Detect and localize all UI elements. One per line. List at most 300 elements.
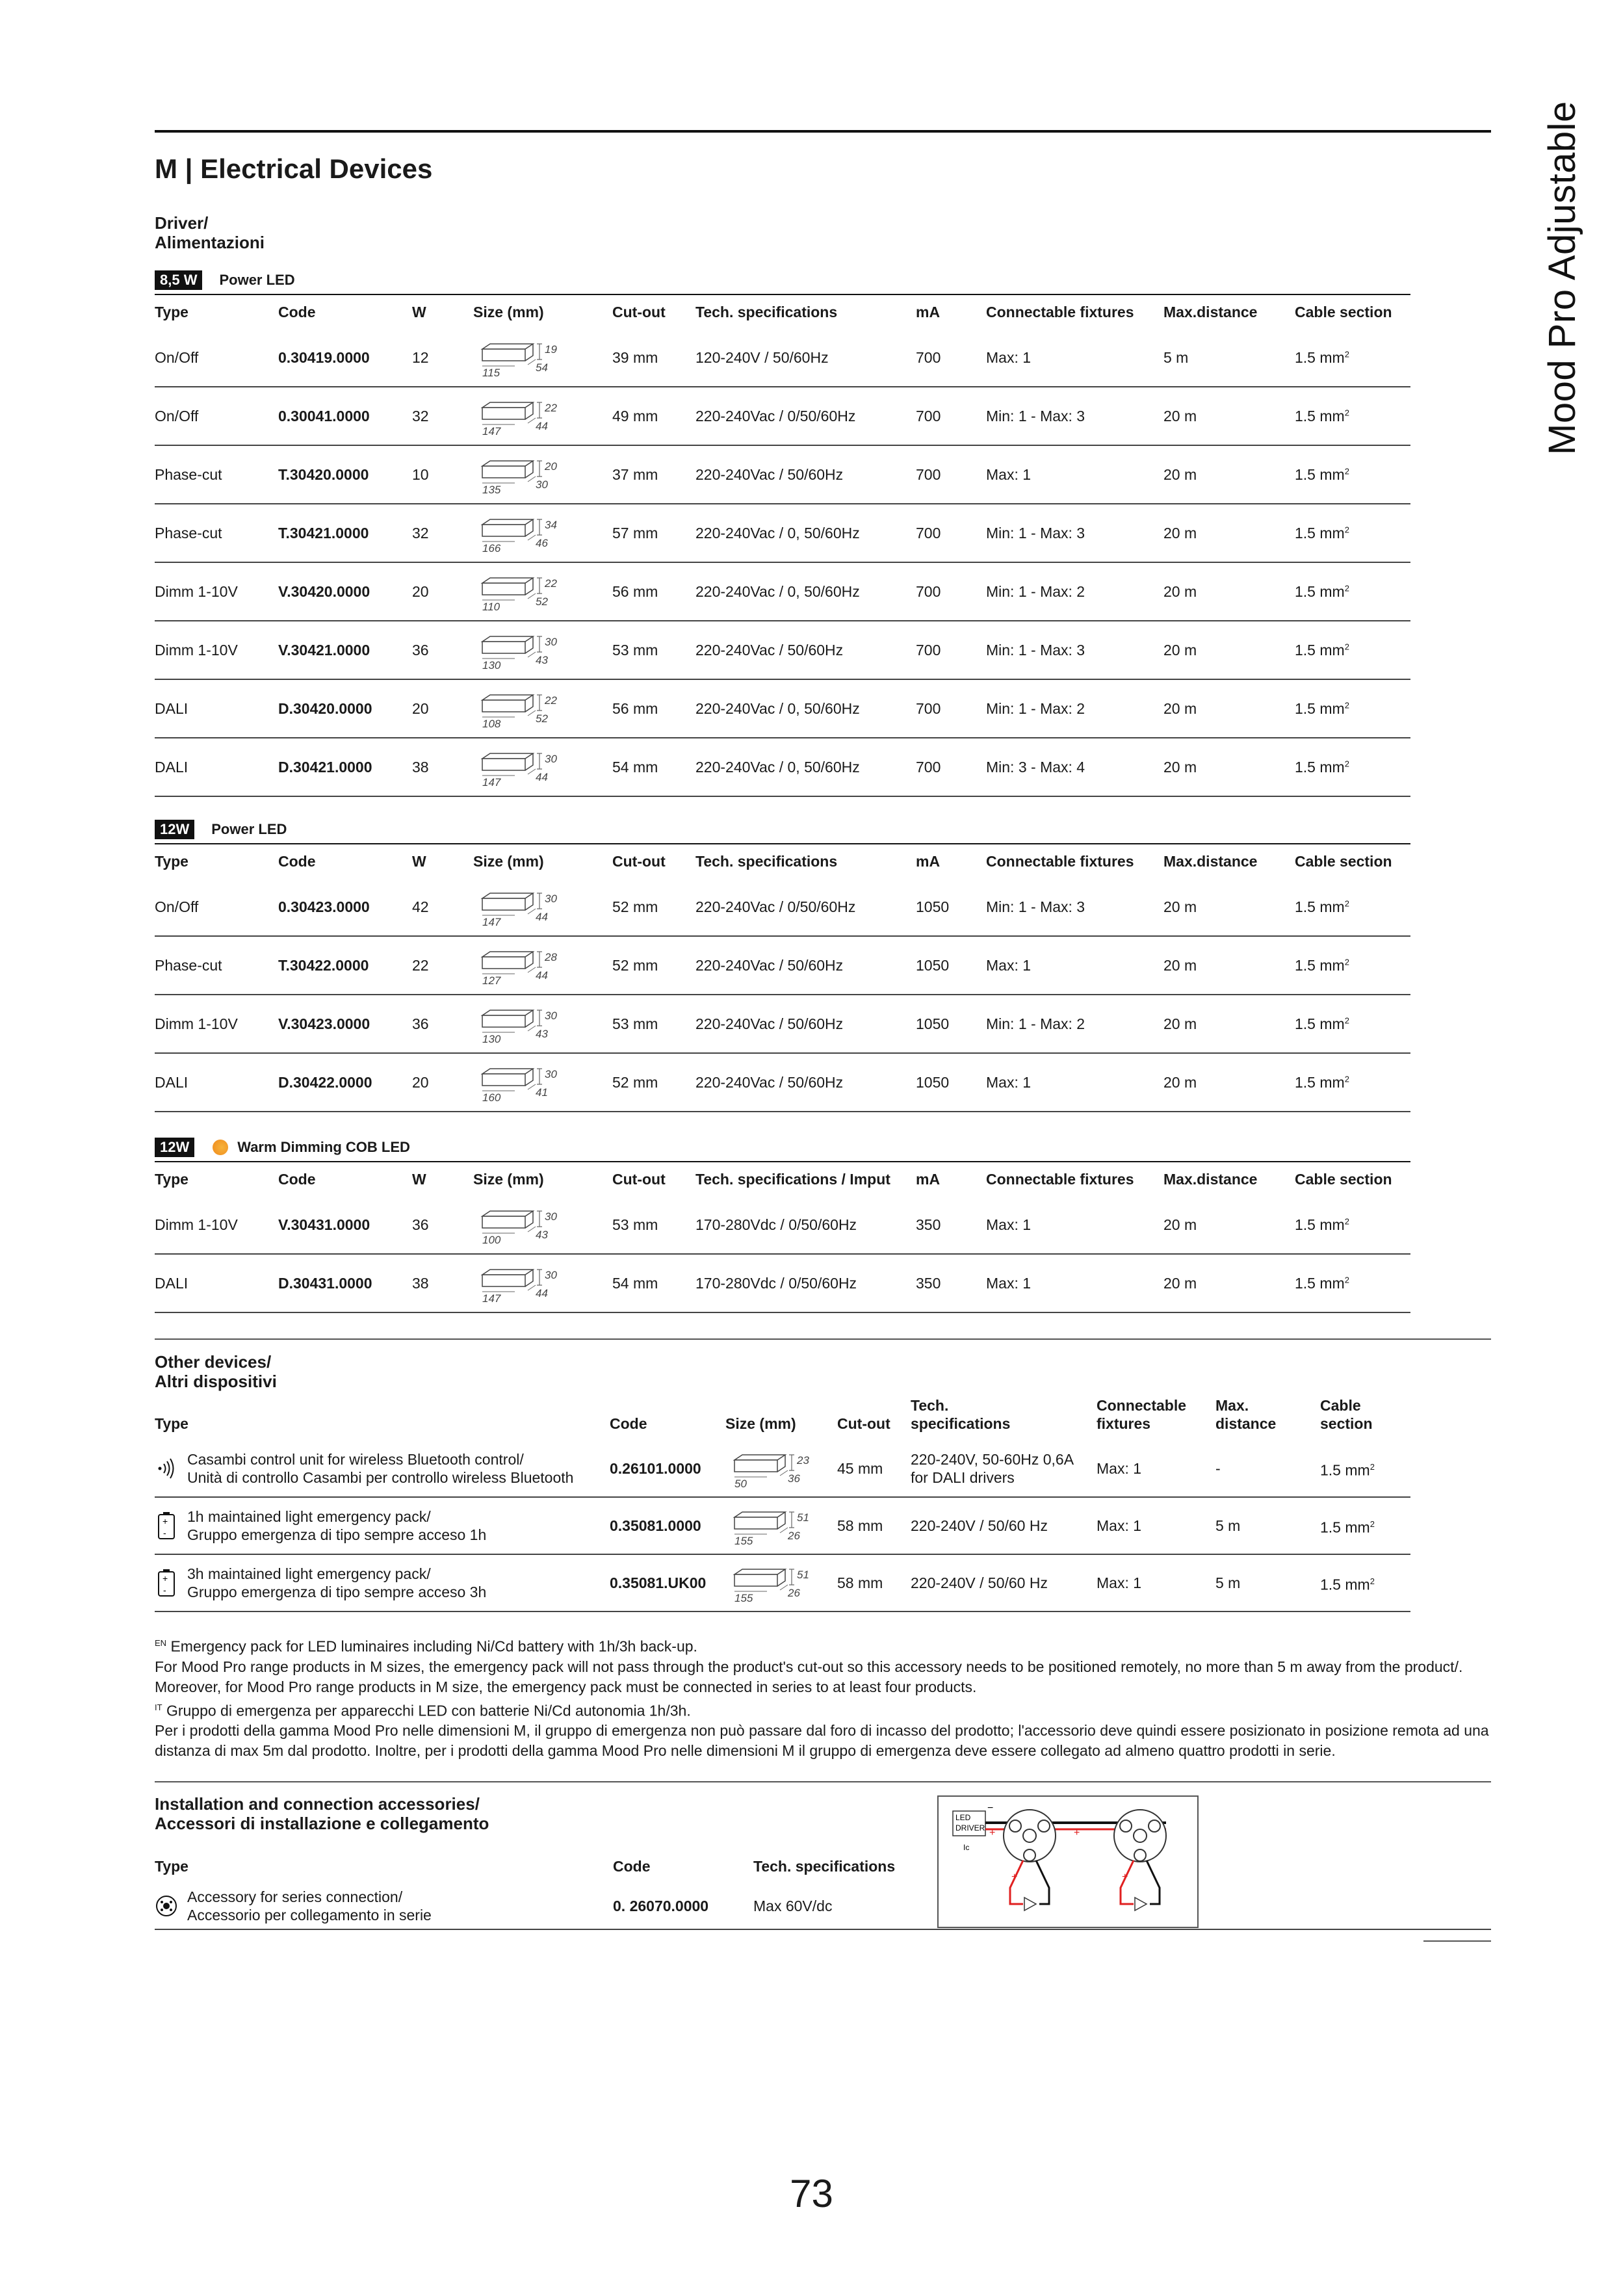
cell-cable: [1295, 878, 1410, 936]
cell-size: [725, 1497, 837, 1554]
cell-size: [473, 504, 612, 562]
tech-line-1: 220-240V / 50/60 Hz: [911, 1574, 1048, 1591]
squared-sup: 2: [1344, 524, 1349, 534]
size-height: 23: [797, 1454, 809, 1467]
plus-sign: +: [1011, 1872, 1018, 1883]
other-devices-title: [155, 1352, 277, 1391]
terminal: [1134, 1849, 1146, 1861]
section-rule-tail: [1423, 1940, 1491, 1942]
cable-value: 1.5 mm: [1295, 465, 1345, 483]
cell-w: 20: [412, 679, 473, 738]
note-en-2: For Mood Pro range products in M sizes, the emergency pack will not pass through the product's cut-out so this accessory needs to be positioned remotely, no more than 5 m away from the product/. Moreover, for Mood Pro range products in M size, the emergency pack must be connected in series to at least four products.: [155, 1658, 1463, 1695]
cell-cable: [1295, 1254, 1410, 1312]
led-wire-black: [1036, 1860, 1049, 1904]
cell-distance: 20 m: [1163, 679, 1295, 738]
cell-cutout: 53 mm: [612, 1196, 695, 1254]
col-cable: Cable section: [1295, 294, 1410, 329]
squared-sup: 2: [1344, 1216, 1349, 1226]
cell-cutout: 49 mm: [612, 387, 695, 445]
size-length: 135: [482, 484, 501, 496]
note-it-1: [155, 1697, 1494, 1721]
cell-fixtures: Min: 1 - Max: 3: [986, 387, 1163, 445]
col-size: Size (mm): [473, 294, 612, 329]
terminal: [1149, 1820, 1160, 1832]
size-diagram-icon: [473, 944, 564, 987]
cable-value: 1.5 mm: [1295, 582, 1345, 600]
acc-tech: Max 60V/dc: [753, 1883, 1491, 1929]
cell-distance: 5 m: [1215, 1554, 1320, 1611]
battery-icon: [155, 1569, 178, 1597]
table-row: [155, 1196, 1410, 1254]
cell-cable: [1295, 679, 1410, 738]
cell-cable: [1320, 1554, 1410, 1611]
cell-ma: 700: [916, 504, 986, 562]
cell-code: D.30431.0000: [278, 1254, 412, 1312]
col-tech: Tech. specifications / Imput: [695, 1162, 916, 1196]
note-en-1: [155, 1633, 1494, 1657]
size-diagram-icon: [725, 1504, 816, 1547]
cell-cutout: 37 mm: [612, 445, 695, 504]
squared-sup: 2: [1344, 1015, 1349, 1025]
col-code: Code: [278, 294, 412, 329]
tech-line-1: 220-240V / 50/60 Hz: [911, 1517, 1048, 1534]
note-it-line: Gruppo di emergenza per apparecchi LED con batterie Ni/Cd autonomia 1h/3h.: [162, 1702, 691, 1719]
acc-code: 0. 26070.0000: [613, 1883, 753, 1929]
cell-tech: 220-240Vac / 50/60Hz: [695, 621, 916, 679]
cell-ma: 350: [916, 1254, 986, 1312]
size-length: 147: [482, 425, 501, 437]
size-length: 155: [734, 1592, 753, 1604]
cell-w: 32: [412, 387, 473, 445]
table-row: [155, 679, 1410, 738]
col-code: Code: [278, 844, 412, 878]
dev-cell: [155, 1507, 610, 1544]
size-diagram-icon: [473, 1262, 564, 1305]
table-row: [155, 445, 1410, 504]
cell-fixtures: Max: 1: [1097, 1554, 1215, 1611]
terminal: [1120, 1820, 1132, 1832]
bluetooth-signal-icon: [155, 1457, 178, 1480]
col-ma: mA: [916, 294, 986, 329]
cell-ma: 1050: [916, 1053, 986, 1112]
size-length: 50: [734, 1478, 747, 1490]
table-row: [155, 1883, 1491, 1929]
page-title: M | Electrical Devices: [155, 153, 433, 184]
size-height: 20: [545, 460, 557, 473]
cell-size: [473, 738, 612, 796]
acc-type-en: Accessory for series connection/: [187, 1888, 403, 1905]
acc-type-it: Accessorio per collegamento in serie: [187, 1907, 432, 1924]
squared-sup: 2: [1344, 1073, 1349, 1084]
table-row: [155, 878, 1410, 936]
page-number: 73: [790, 2172, 833, 2215]
section-label: Power LED: [219, 272, 295, 288]
col-type: Type: [155, 1858, 188, 1875]
cell-size: [473, 562, 612, 621]
driver-label-1: LED: [955, 1813, 971, 1822]
size-diagram-icon: [473, 1002, 564, 1045]
other-title-en: Other devices/: [155, 1352, 272, 1372]
cell-size: [473, 387, 612, 445]
cell-size: [473, 995, 612, 1053]
cell-type: [155, 1497, 610, 1554]
cell-tech: 220-240Vac / 0, 50/60Hz: [695, 504, 916, 562]
cell-ma: 700: [916, 387, 986, 445]
col-fixtures: [1097, 1396, 1215, 1441]
table-row: [155, 1053, 1410, 1112]
col-tech-1: Tech.: [911, 1397, 949, 1414]
cell-cable: [1295, 445, 1410, 504]
cell-code: D.30421.0000: [278, 738, 412, 796]
cable-value: 1.5 mm: [1320, 1576, 1370, 1593]
cable-value: 1.5 mm: [1295, 898, 1345, 915]
cell-size: [725, 1441, 837, 1497]
table-header: [155, 1162, 1410, 1196]
size-diagram-icon: [473, 336, 564, 379]
driver-title-en: Driver/: [155, 213, 209, 233]
cable-value: 1.5 mm: [1320, 1519, 1370, 1536]
col-cable-2: section: [1320, 1415, 1373, 1432]
cell-tech: 220-240Vac / 0, 50/60Hz: [695, 738, 916, 796]
size-length: 110: [482, 601, 500, 613]
cell-distance: 20 m: [1163, 936, 1295, 995]
cell-w: 36: [412, 621, 473, 679]
cell-distance: 20 m: [1163, 995, 1295, 1053]
cell-distance: 20 m: [1163, 387, 1295, 445]
cell-fixtures: Max: 1: [986, 1254, 1163, 1312]
plus-sign: +: [989, 1827, 996, 1838]
accessories-title-en: Installation and connection accessories/: [155, 1794, 480, 1814]
cell-fixtures: Max: 1: [1097, 1441, 1215, 1497]
size-diagram-icon: [473, 885, 564, 928]
size-depth: 52: [536, 595, 548, 608]
size-height: 22: [545, 694, 557, 707]
size-height: 30: [545, 753, 557, 765]
cable-value: 1.5 mm: [1320, 1461, 1370, 1479]
cell-type: On/Off: [155, 329, 278, 387]
size-depth: 26: [788, 1587, 800, 1599]
squared-sup: 2: [1344, 407, 1349, 417]
size-length: 147: [482, 916, 501, 928]
cell-tech: 220-240Vac / 0, 50/60Hz: [695, 679, 916, 738]
col-w: W: [412, 294, 473, 329]
col-dist-2: distance: [1215, 1415, 1277, 1432]
size-depth: 36: [788, 1472, 800, 1485]
size-depth: 30: [536, 478, 548, 491]
size-diagram-icon: [473, 687, 564, 730]
size-length: 130: [482, 1033, 501, 1045]
col-fix: Connectable fixtures: [986, 294, 1163, 329]
size-height: 34: [545, 519, 557, 531]
col-code: Code: [278, 1162, 412, 1196]
cable-value: 1.5 mm: [1295, 758, 1345, 776]
terminal: [1009, 1820, 1021, 1832]
dev-type-it: Gruppo emergenza di tipo sempre acceso 3h: [187, 1584, 487, 1600]
cell-cable: [1295, 562, 1410, 621]
cell-w: 20: [412, 562, 473, 621]
size-diagram-icon: [473, 746, 564, 789]
driver-table-2: [155, 1161, 1410, 1313]
tech-line-1: 220-240V, 50-60Hz 0,6A: [911, 1451, 1074, 1468]
col-fix-2: fixtures: [1097, 1415, 1151, 1432]
dev-type-text: [187, 1450, 573, 1487]
cell-code: 0.26101.0000: [610, 1441, 725, 1497]
table-row: [155, 738, 1410, 796]
minus-sign: −: [987, 1803, 994, 1814]
driver-title-it: Alimentazioni: [155, 233, 265, 252]
cell-distance: 20 m: [1163, 1196, 1295, 1254]
cell-tech: 220-240Vac / 0/50/60Hz: [695, 387, 916, 445]
driver-table-1: [155, 843, 1410, 1112]
dev-type-text: [187, 1507, 486, 1544]
col-fix: Connectable fixtures: [986, 844, 1163, 878]
cell-code: V.30420.0000: [278, 562, 412, 621]
cell-w: 42: [412, 878, 473, 936]
size-depth: 41: [536, 1086, 548, 1099]
other-title-it: Altri dispositivi: [155, 1372, 277, 1391]
cell-tech: [911, 1554, 1097, 1611]
table-row: [155, 504, 1410, 562]
table-row: [155, 1554, 1410, 1611]
size-depth: 44: [536, 771, 548, 783]
section-head-2: [155, 1138, 410, 1157]
terminal: [1024, 1849, 1035, 1861]
col-cut: Cut-out: [612, 1162, 695, 1196]
cell-cutout: 54 mm: [612, 738, 695, 796]
cell-cutout: 53 mm: [612, 621, 695, 679]
driver-table-0: [155, 294, 1410, 797]
size-height: 22: [545, 577, 557, 590]
size-height: 30: [545, 1068, 557, 1080]
cell-code: T.30422.0000: [278, 936, 412, 995]
size-height: 30: [545, 1269, 557, 1281]
squared-sup: 2: [1344, 348, 1349, 359]
col-distance: [1215, 1396, 1320, 1441]
cell-cable: [1320, 1497, 1410, 1554]
size-height: 22: [545, 402, 557, 414]
table-row: [155, 936, 1410, 995]
cell-cable: [1295, 738, 1410, 796]
cell-w: 22: [412, 936, 473, 995]
cell-size: [473, 1053, 612, 1112]
led-wire-black: [1147, 1860, 1160, 1904]
cell-ma: 700: [916, 621, 986, 679]
cell-fixtures: Min: 1 - Max: 2: [986, 679, 1163, 738]
cell-ma: 700: [916, 329, 986, 387]
cell-cable: [1295, 504, 1410, 562]
cell-cable: [1295, 1053, 1410, 1112]
size-diagram-icon: [473, 395, 564, 437]
cell-type: Dimm 1-10V: [155, 621, 278, 679]
cable-value: 1.5 mm: [1295, 407, 1345, 424]
size-length: 115: [482, 367, 500, 379]
size-depth: 26: [788, 1530, 800, 1542]
cable-value: 1.5 mm: [1295, 699, 1345, 717]
acc-type: [155, 1883, 613, 1929]
notes: [155, 1633, 1494, 1761]
col-size: Size (mm): [473, 844, 612, 878]
battery-icon: [155, 1511, 178, 1540]
col-fix: Connectable fixtures: [986, 1162, 1163, 1196]
table-body: [155, 1441, 1410, 1611]
cell-fixtures: Min: 1 - Max: 2: [986, 995, 1163, 1053]
size-diagram-icon: [473, 629, 564, 672]
dev-type-it: Unità di controllo Casambi per controllo wireless Bluetooth: [187, 1469, 574, 1486]
col-type: Type: [155, 1415, 188, 1432]
section-rule: [155, 1781, 1491, 1782]
col-cut: Cut-out: [612, 294, 695, 329]
cell-cable: [1295, 995, 1410, 1053]
col-size: Size (mm): [473, 1162, 612, 1196]
cell-type: DALI: [155, 1053, 278, 1112]
squared-sup: 2: [1344, 582, 1349, 593]
size-depth: 43: [536, 654, 548, 666]
table-row: [155, 562, 1410, 621]
cell-type: On/Off: [155, 878, 278, 936]
size-depth: 46: [536, 537, 548, 549]
col-tech-2: specifications: [911, 1415, 1011, 1432]
col-dist: Max.distance: [1163, 1162, 1295, 1196]
cell-w: 38: [412, 738, 473, 796]
cell-cable: [1295, 329, 1410, 387]
col-size: Size (mm): [725, 1415, 796, 1432]
cell-cutout: 56 mm: [612, 562, 695, 621]
dev-type-en: Casambi control unit for wireless Bluetooth control/: [187, 1451, 524, 1468]
cell-w: 38: [412, 1254, 473, 1312]
size-diagram-icon: [473, 453, 564, 496]
col-w: W: [412, 1162, 473, 1196]
cell-cable: [1295, 387, 1410, 445]
col-tech: Tech. specifications: [695, 294, 916, 329]
cell-distance: 20 m: [1163, 504, 1295, 562]
dev-type-text: [187, 1565, 486, 1601]
cell-distance: 20 m: [1163, 621, 1295, 679]
connector-2-center: [1134, 1829, 1147, 1842]
cell-type: Dimm 1-10V: [155, 562, 278, 621]
size-diagram-icon: [473, 1203, 564, 1246]
size-length: 108: [482, 718, 501, 730]
cell-code: D.30422.0000: [278, 1053, 412, 1112]
col-tech: Tech. specifications: [753, 1858, 896, 1875]
cell-type: Dimm 1-10V: [155, 1196, 278, 1254]
table-header: [155, 844, 1410, 878]
section-rule: [155, 1338, 1491, 1340]
cell-distance: 5 m: [1215, 1497, 1320, 1554]
squared-sup: 2: [1344, 956, 1349, 967]
power-badge: 12W: [155, 1138, 194, 1157]
cell-fixtures: Min: 1 - Max: 3: [986, 504, 1163, 562]
cell-fixtures: Max: 1: [986, 1053, 1163, 1112]
cell-fixtures: Max: 1: [1097, 1497, 1215, 1554]
cable-value: 1.5 mm: [1295, 348, 1345, 366]
connector-icon: [155, 1894, 178, 1918]
cell-tech: 220-240Vac / 50/60Hz: [695, 995, 916, 1053]
ic-label: Ic: [963, 1843, 970, 1852]
table-row: [155, 1441, 1410, 1497]
size-depth: 52: [536, 712, 548, 725]
cell-cutout: 45 mm: [837, 1441, 911, 1497]
col-cutout: Cut-out: [837, 1415, 890, 1432]
cell-code: D.30420.0000: [278, 679, 412, 738]
wiring-diagram-svg: [939, 1797, 1197, 1927]
cell-type: DALI: [155, 679, 278, 738]
cell-fixtures: Min: 1 - Max: 3: [986, 621, 1163, 679]
col-cable: [1320, 1396, 1410, 1441]
cell-size: [473, 445, 612, 504]
cell-code: 0.30423.0000: [278, 878, 412, 936]
table-header: [155, 1858, 1491, 1883]
side-title: Mood Pro Adjustable: [1541, 101, 1583, 455]
cell-size: [473, 329, 612, 387]
col-cut: Cut-out: [612, 844, 695, 878]
size-diagram-icon: [473, 1061, 564, 1104]
cell-cable: [1295, 936, 1410, 995]
cell-tech: 220-240Vac / 0/50/60Hz: [695, 878, 916, 936]
col-code: Code: [610, 1415, 647, 1432]
cell-distance: 20 m: [1163, 878, 1295, 936]
size-length: 127: [482, 974, 501, 987]
cell-w: 20: [412, 1053, 473, 1112]
cell-tech: 120-240V / 50/60Hz: [695, 329, 916, 387]
squared-sup: 2: [1344, 758, 1349, 768]
cell-tech: [911, 1441, 1097, 1497]
cell-fixtures: Max: 1: [986, 329, 1163, 387]
cell-ma: 1050: [916, 995, 986, 1053]
cell-distance: -: [1215, 1441, 1320, 1497]
size-height: 30: [545, 636, 557, 648]
driver-label-2: DRIVER: [955, 1823, 985, 1833]
size-depth: 54: [536, 361, 548, 374]
cell-size: [473, 1196, 612, 1254]
table-row: [155, 1497, 1410, 1554]
cell-size: [473, 878, 612, 936]
cell-w: 36: [412, 1196, 473, 1254]
col-type: Type: [155, 1162, 278, 1196]
cell-type: Dimm 1-10V: [155, 995, 278, 1053]
terminal: [1038, 1820, 1050, 1832]
connector-1-center: [1023, 1829, 1036, 1842]
cell-fixtures: Max: 1: [986, 445, 1163, 504]
cell-type: Phase-cut: [155, 504, 278, 562]
acc-type-text: [187, 1888, 432, 1924]
size-depth: 44: [536, 420, 548, 432]
table-header: [155, 294, 1410, 329]
cell-ma: 700: [916, 679, 986, 738]
cell-distance: 20 m: [1163, 562, 1295, 621]
table-body: [155, 329, 1410, 796]
cell-ma: 700: [916, 445, 986, 504]
cell-code: V.30423.0000: [278, 995, 412, 1053]
driver-title: [155, 213, 265, 252]
cell-distance: 20 m: [1163, 1053, 1295, 1112]
cell-cable: [1295, 1196, 1410, 1254]
size-height: 51: [797, 1569, 809, 1581]
size-depth: 44: [536, 969, 548, 982]
led-diode-icon: [1024, 1898, 1036, 1911]
cell-cutout: 52 mm: [612, 878, 695, 936]
squared-sup: 2: [1370, 1576, 1375, 1586]
size-depth: 44: [536, 1287, 548, 1299]
dev-cell: [155, 1888, 613, 1924]
note-it-2: Per i prodotti della gamma Mood Pro nelle dimensioni M, il gruppo di emergenza non può passare dal foro di incasso del prodotto; l'accessorio deve quindi essere posizionato in posizione remota ad una distanza di max 5m dal prodotto. Inoltre, per i prodotti della gamma Mood Pro nelle dimensioni M il gruppo di emergenza deve essere collegato ad almeno quattro prodotti in serie.: [155, 1722, 1489, 1760]
squared-sup: 2: [1370, 1519, 1375, 1529]
svg-text:-: -: [163, 1585, 166, 1595]
cell-cutout: 52 mm: [612, 1053, 695, 1112]
size-length: 166: [482, 542, 501, 554]
cell-size: [473, 1254, 612, 1312]
cell-ma: 1050: [916, 936, 986, 995]
cell-type: [155, 1441, 610, 1497]
